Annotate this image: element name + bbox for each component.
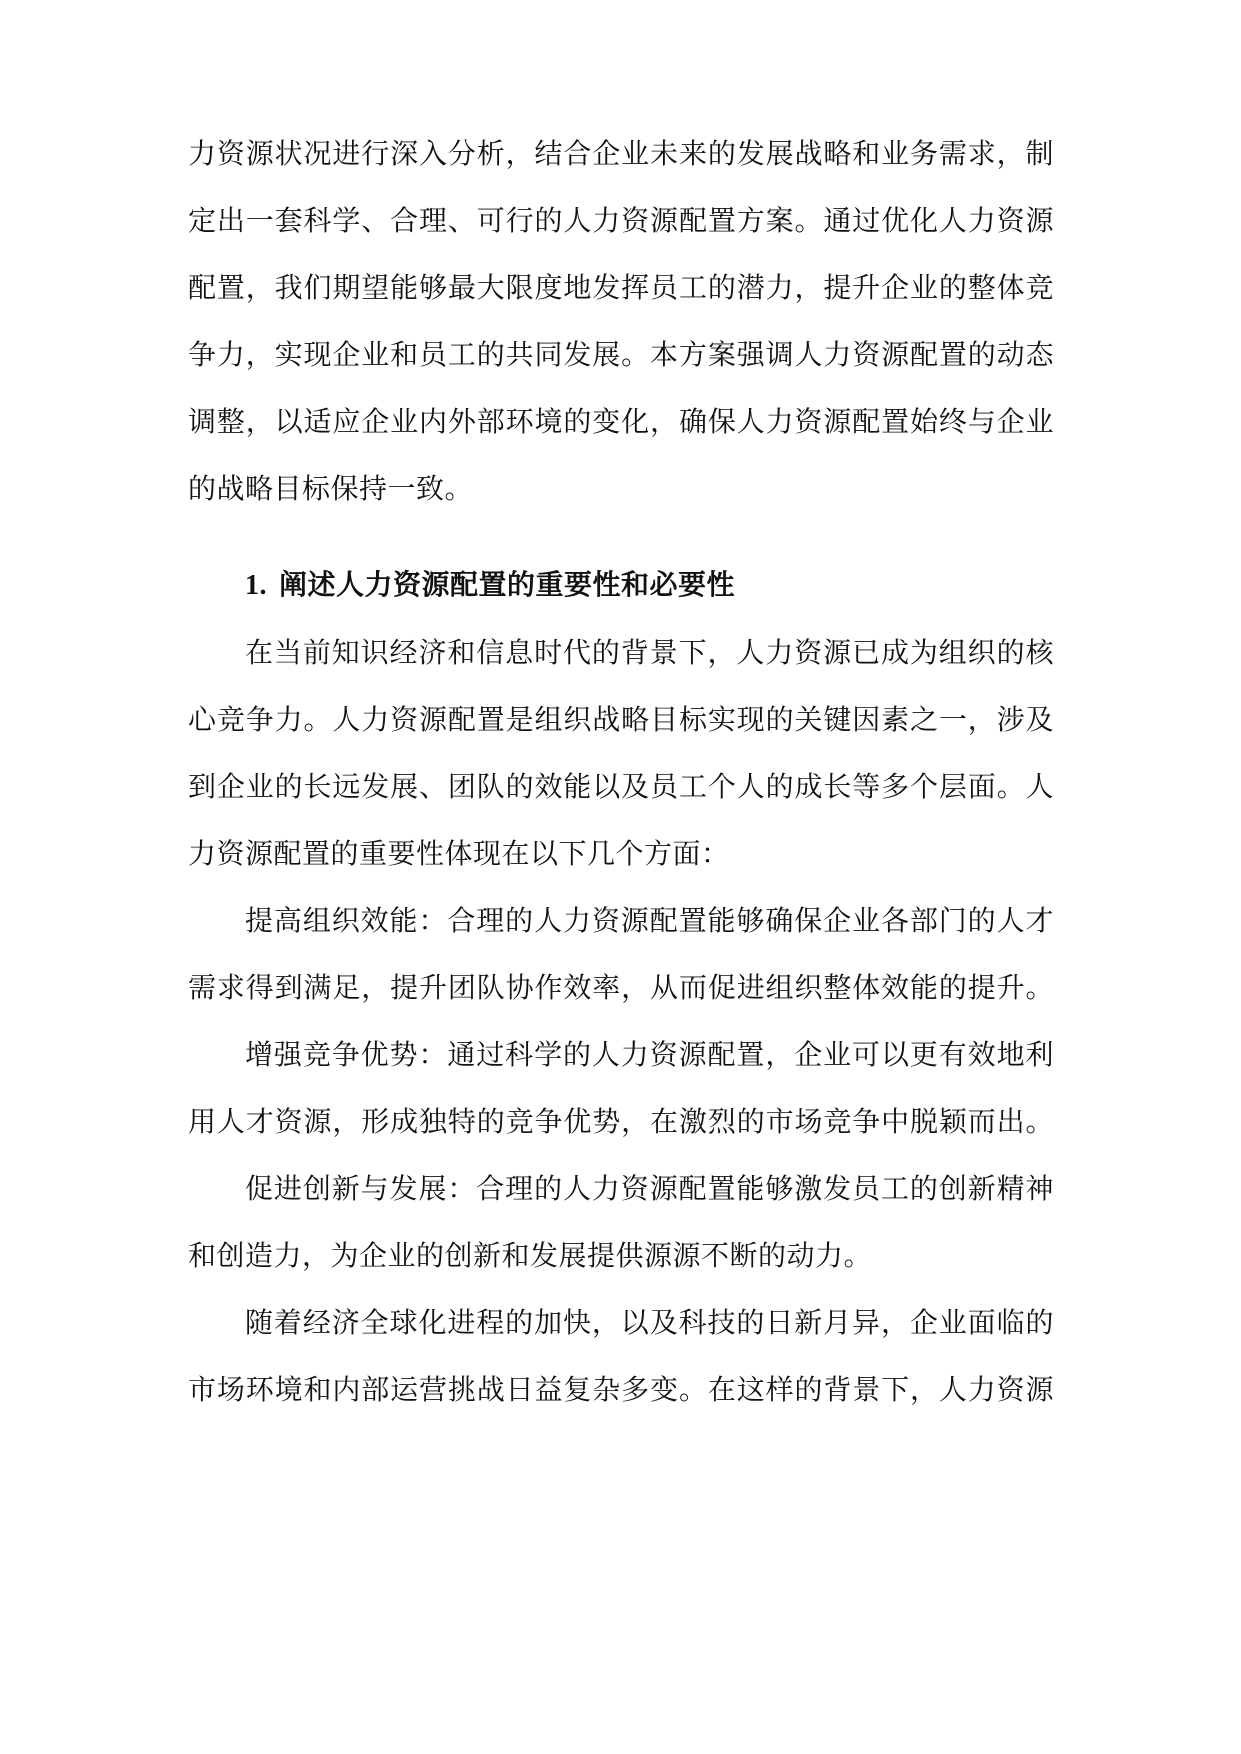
text-line: 力资源状况进行深入分析，结合企业未来的发展战略和业务需求，制 — [188, 137, 1054, 170]
text-line: 在当前知识经济和信息时代的背景下，人力资源已成为组织的核 — [245, 636, 1054, 669]
text-line: 争力，实现企业和员工的共同发展。本方案强调人力资源配置的动态 — [188, 338, 1054, 371]
text-line: 心竞争力。人力资源配置是组织战略目标实现的关键因素之一，涉及 — [188, 703, 1054, 736]
text-line: 用人才资源，形成独特的竞争优势，在激烈的市场竞争中脱颖而出。 — [188, 1105, 1054, 1138]
text-line: 提高组织效能：合理的人力资源配置能够确保企业各部门的人才 — [245, 904, 1054, 937]
text-line: 促进创新与发展：合理的人力资源配置能够激发员工的创新精神 — [245, 1172, 1054, 1205]
section-number: 1. — [245, 570, 267, 601]
text-line: 需求得到满足，提升团队协作效率，从而促进组织整体效能的提升。 — [188, 971, 1054, 1004]
text-line: 市场环境和内部运营挑战日益复杂多变。在这样的背景下，人力资源 — [188, 1373, 1054, 1406]
text-line: 随着经济全球化进程的加快，以及科技的日新月异，企业面临的 — [245, 1306, 1054, 1339]
text-line: 配置，我们期望能够最大限度地发挥员工的潜力，提升企业的整体竞 — [188, 271, 1054, 304]
text-line: 和创造力，为企业的创新和发展提供源源不断的动力。 — [188, 1239, 873, 1272]
section-title: 阐述人力资源配置的重要性和必要性 — [279, 568, 736, 601]
text-line: 力资源配置的重要性体现在以下几个方面： — [188, 837, 730, 870]
text-line: 的战略目标保持一致。 — [188, 472, 474, 505]
text-line: 增强竞争优势：通过科学的人力资源配置，企业可以更有效地利 — [245, 1038, 1054, 1071]
text-line: 定出一套科学、合理、可行的人力资源配置方案。通过优化人力资源 — [188, 204, 1054, 237]
text-line: 到企业的长远发展、团队的效能以及员工个人的成长等多个层面。人 — [188, 770, 1054, 803]
section-heading — [245, 563, 1054, 607]
text-line: 调整，以适应企业内外部环境的变化，确保人力资源配置始终与企业 — [188, 405, 1054, 438]
